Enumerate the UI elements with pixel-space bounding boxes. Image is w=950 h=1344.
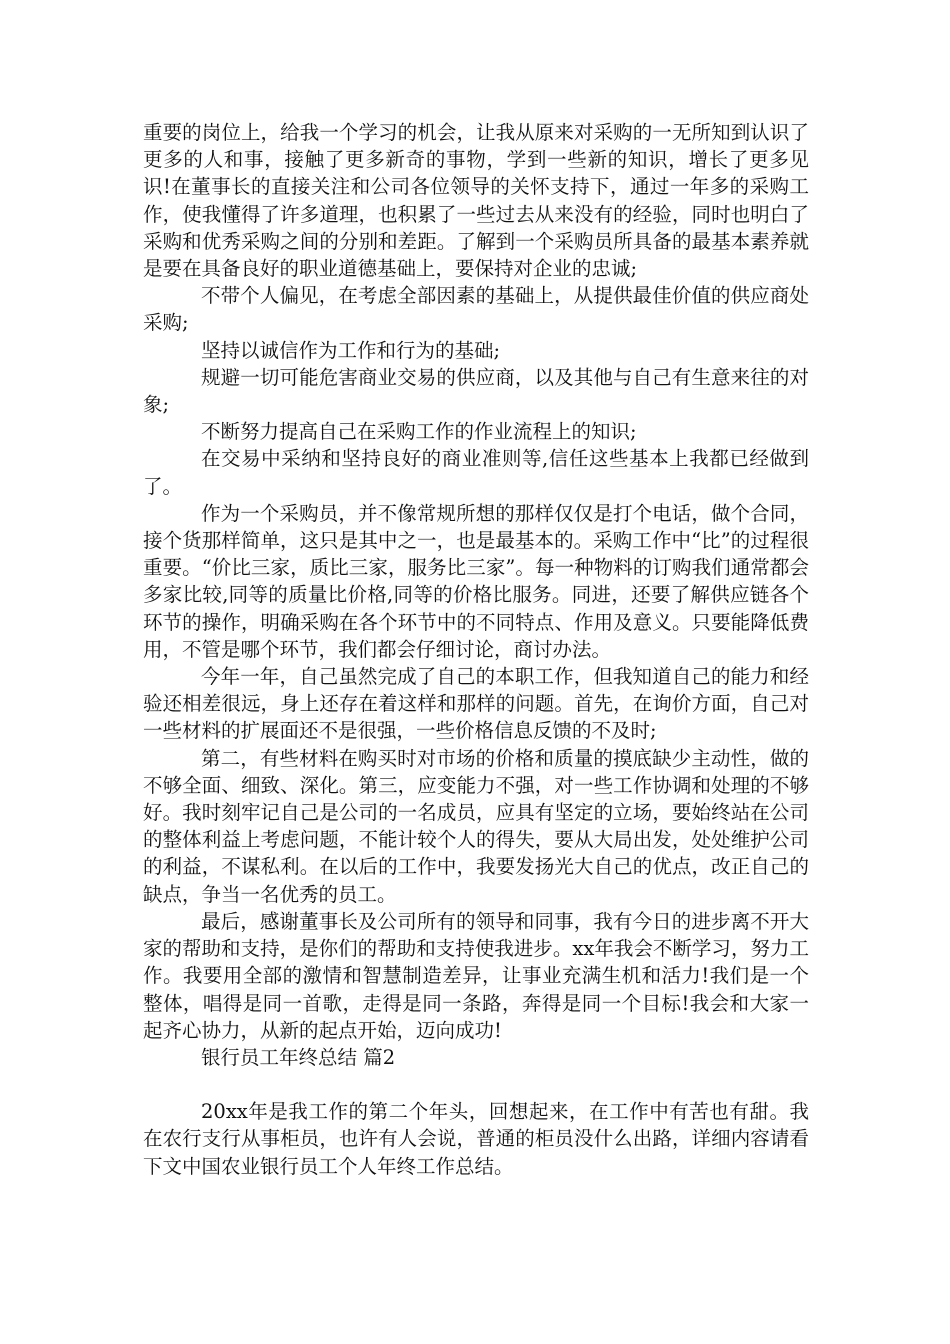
paragraph-1: 重要的岗位上，给我一个学习的机会，让我从原来对采购的一无所知到认识了更多的人和事，接触了更多新奇的事物，学到一些新的知识，增长了更多见识!在董事长的直接关注和公司各位领导的关怀支持下，通过一年多的采购工作，使我懂得了许多道理，也积累了一些过去从来没有的经验，同时也明白了采购和优秀采购之间的分别和差距。了解到一个采购员所具备的最基本素养就是要在具备良好的职业道德基础上，要保持对企业的忠诚;: [143, 121, 809, 281]
paragraph-6: 在交易中采纳和坚持良好的商业准则等,信任这些基本上我都已经做到了。: [143, 447, 809, 498]
paragraph-3: 坚持以诚信作为工作和行为的基础;: [201, 338, 501, 362]
paragraph-4: 规避一切可能危害商业交易的供应商，以及其他与自己有生意来往的对象;: [143, 365, 809, 417]
document-body: [143, 119, 809, 1180]
paragraph-10: 最后，感谢董事长及公司所有的领导和同事，我有今日的进步离不开大家的帮助和支持，是你们的帮助和支持使我进步。xx年我会不断学习，努力工作。我要用全部的激情和智慧制造差异，让事业充满生机和活力!我们是一个整体，唱得是同一首歌，走得是同一条路，奔得是同一个目标!我会和大家一起齐心协力，从新的起点开始，迈向成功!: [143, 909, 809, 1042]
paragraph-2: 不带个人偏见，在考虑全部因素的基础上，从提供最佳价值的供应商处采购;: [143, 284, 809, 335]
paragraph-7: 作为一个采购员，并不像常规所想的那样仅仅是打个电话，做个合同，接个货那样简单，这只是其中之一，也是最基本的。采购工作中“比”的过程很重要。“价比三家，质比三家，服务比三家”。每一种物料的订购我们通常都会多家比较,同等的质量比价格,同等的价格比服务。同进，还要了解供应链各个环节的操作，明确采购在各个环节中的不同特点、作用及意义。只要能降低费用，不管是哪个环节，我们都会仔细讨论，商讨办法。: [143, 501, 809, 661]
paragraph-5: 不断努力提高自己在采购工作的作业流程上的知识;: [201, 420, 637, 444]
paragraph-9: 第二，有些材料在购买时对市场的价格和质量的摸底缺少主动性，做的不够全面、细致、深化。第三，应变能力不强，对一些工作协调和处理的不够好。我时刻牢记自己是公司的一名成员，应具有坚定的立场，要始终站在公司的整体利益上考虑问题，不能计较个人的得失，要从大局出发，处处维护公司的利益，不谋私利。在以后的工作中，我要发扬光大自己的优点，改正自己的缺点，争当一名优秀的员工。: [143, 746, 809, 906]
section-heading: 银行员工年终总结 篇2: [201, 1045, 396, 1069]
closing-paragraph: 20xx年是我工作的第二个年头，回想起来，在工作中有苦也有甜。我在农行支行从事柜员，也许有人会说，普通的柜员没什么出路，详细内容请看下文中国农业银行员工个人年终工作总结。: [143, 1100, 809, 1178]
paragraph-8: 今年一年，自己虽然完成了自己的本职工作，但我知道自己的能力和经验还相差很远，身上还存在着这样和那样的问题。首先，在询价方面，自己对一些材料的扩展面还不是很强，一些价格信息反馈的不及时;: [143, 665, 809, 743]
blank-line: [143, 1071, 809, 1098]
